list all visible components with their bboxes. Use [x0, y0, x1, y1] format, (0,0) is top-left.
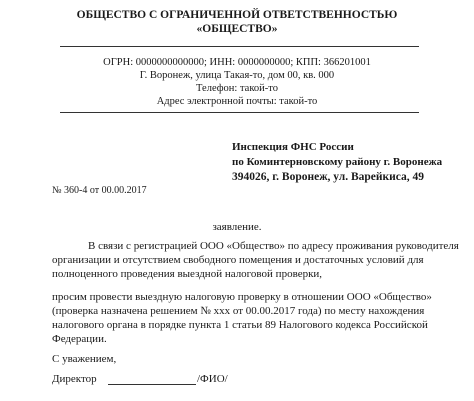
- header-divider: [60, 46, 419, 47]
- closing-phrase: С уважением,: [52, 353, 117, 365]
- document-title: заявление.: [212, 221, 262, 233]
- outgoing-reference: № 360-4 от 00.00.2017: [52, 185, 147, 196]
- signature-line: [108, 384, 196, 385]
- paragraph-line: налогового органа в порядке пункта 1 статьи 89 Налогового кодекса Российской: [52, 319, 428, 331]
- addressee-line1: Инспекция ФНС России: [232, 141, 354, 153]
- addressee-line2: по Коминтерновскому району г. Воронежа: [232, 156, 443, 168]
- requisites-address: Г. Воронеж, улица Такая-то, дом 00, кв. 000: [139, 70, 335, 81]
- addressee-line3: 394026, г. Воронеж, ул. Варейкиса, 49: [232, 171, 425, 183]
- requisites-line: ОГРН: 0000000000000; ИНН: 0000000000; КПП: 366201001: [103, 57, 371, 68]
- organization-name-line1: ОБЩЕСТВО С ОГРАНИЧЕННОЙ ОТВЕТСТВЕННОСТЬЮ: [76, 9, 398, 21]
- requisites-email: Адрес электронной почты: такой-то: [156, 96, 318, 107]
- paragraph-line: организации и отсутствием свободного помещения и достаточных условий для: [52, 254, 424, 266]
- organization-name-line2: «ОБЩЕСТВО»: [196, 23, 278, 35]
- requisites-phone: Телефон: такой-то: [196, 83, 278, 94]
- paragraph-line: (проверка назначена решением № ххх от 00.00.2017 года) по месту нахождения: [52, 305, 425, 317]
- signature-name: /ФИО/: [197, 373, 228, 385]
- paragraph-line: В связи с регистрацией ООО «Общество» по адресу проживания руководителя: [88, 240, 459, 252]
- signature-position: Директор: [52, 373, 97, 385]
- paragraph-reason: [52, 239, 459, 281]
- paragraph-line: просим провести выездную налоговую проверку в отношении ООО «Общество»: [52, 291, 432, 303]
- header-bottom-divider: [60, 112, 419, 113]
- paragraph-request: [52, 290, 432, 346]
- paragraph-line: Федерации.: [52, 333, 107, 345]
- paragraph-line: полноценного проведения выездной налоговой проверки,: [52, 268, 323, 280]
